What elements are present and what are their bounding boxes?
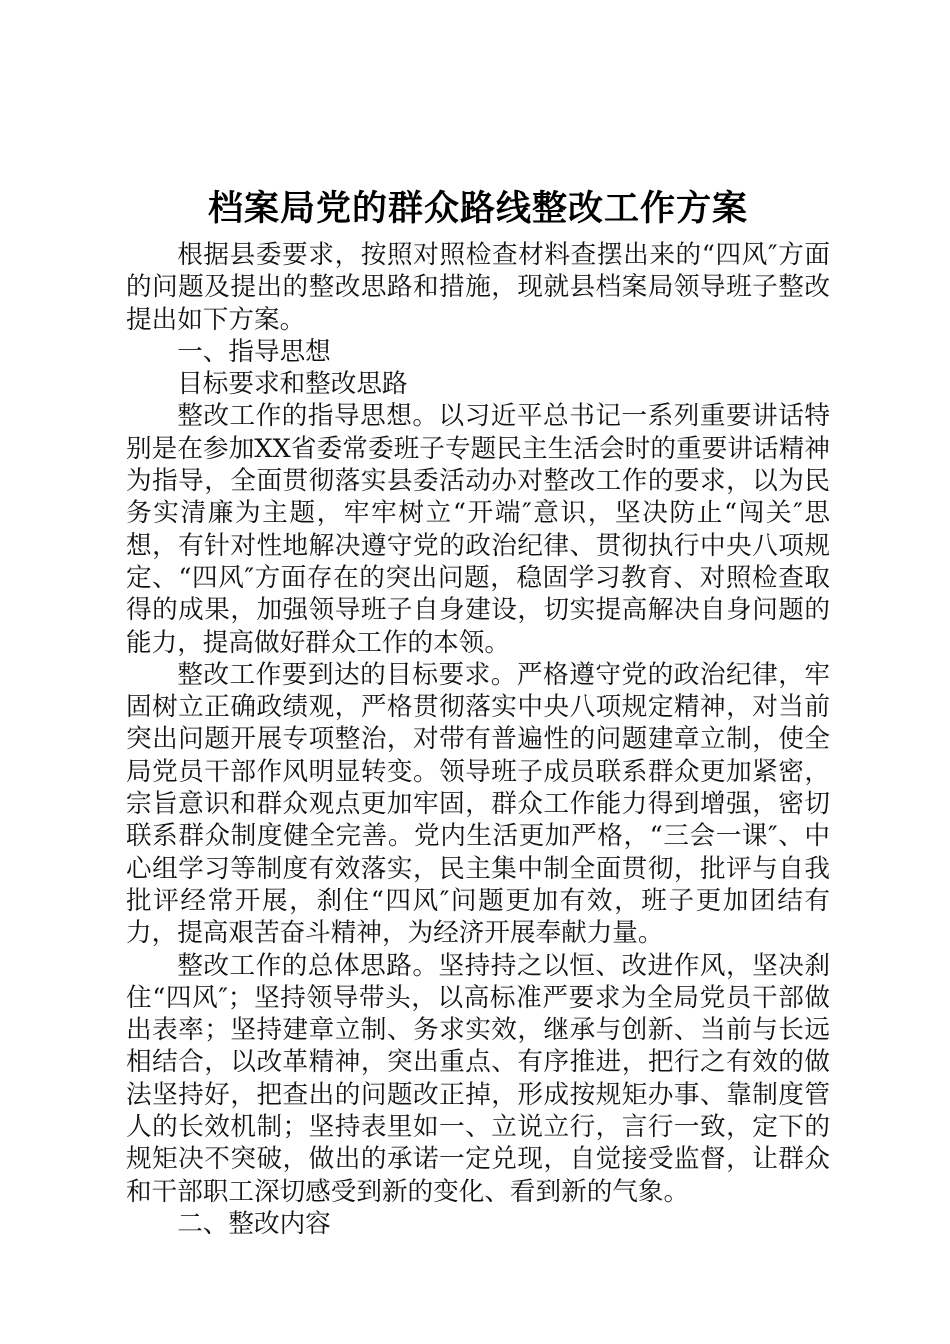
section-heading-rectification-content: 二、整改内容: [177, 1208, 331, 1239]
section-heading-guiding-thought: 一、指导思想: [177, 336, 331, 367]
overall-approach-paragraph: 整改工作的总体思路。坚持持之以恒、改进作风，坚决刹住“四风″；坚持领导带头，以高标准严要求为全局党员干部做出表率；坚持建章立制、务求实效，继承与创新、当前与长远相结合，以改革精神，突出重点、有序推进，把行之有效的做法坚持好，把查出的问题改正掉，形成按规矩办事、靠制度管人的长效机制；坚持表里如一、立说立行，言行一致，定下的规矩决不突破，做出的承诺一定兑现，自觉接受监督，让群众和干部职工深切感受到新的变化、看到新的气象。: [126, 950, 830, 1207]
goals-paragraph: 整改工作要到达的目标要求。严格遵守党的政治纪律，牢固树立正确政绩观，严格贯彻落实中央八项规定精神，对当前突出问题开展专项整治，对带有普遍性的问题建章立制，使全局党员干部作风明显转变。领导班子成员联系群众更加紧密，宗旨意识和群众观点更加牢固，群众工作能力得到增强，密切联系群众制度健全完善。党内生活更加严格，“三会一课″、中心组学习等制度有效落实，民主集中制全面贯彻，批评与自我批评经常开展，刹住“四风″问题更加有效，班子更加团结有力，提高艰苦奋斗精神，为经济开展奉献力量。: [126, 659, 830, 949]
guiding-thought-paragraph: 整改工作的指导思想。以习近平总书记一系列重要讲话特别是在参加XX省委常委班子专题民主生活会时的重要讲话精神为指导，全面贯彻落实县委活动办对整改工作的要求，以为民务实清廉为主题，牢牢树立“开端″意识，坚决防止“闯关″思想，有针对性地解决遵守党的政治纪律、贯彻执行中央八项规定、“四风″方面存在的突出问题，稳固学习教育、对照检查取得的成果，加强领导班子自身建设，切实提高解决自身问题的能力，提高做好群众工作的本领。: [126, 401, 830, 658]
document-title: 档案局党的群众路线整改工作方案: [207, 188, 748, 229]
subheading-goals-and-ideas: 目标要求和整改思路: [177, 369, 408, 400]
document-page: [126, 183, 830, 1240]
intro-paragraph: 根据县委要求，按照对照检查材料查摆出来的“四风″方面的问题及提出的整改思路和措施，现就县档案局领导班子整改提出如下方案。: [126, 240, 830, 335]
